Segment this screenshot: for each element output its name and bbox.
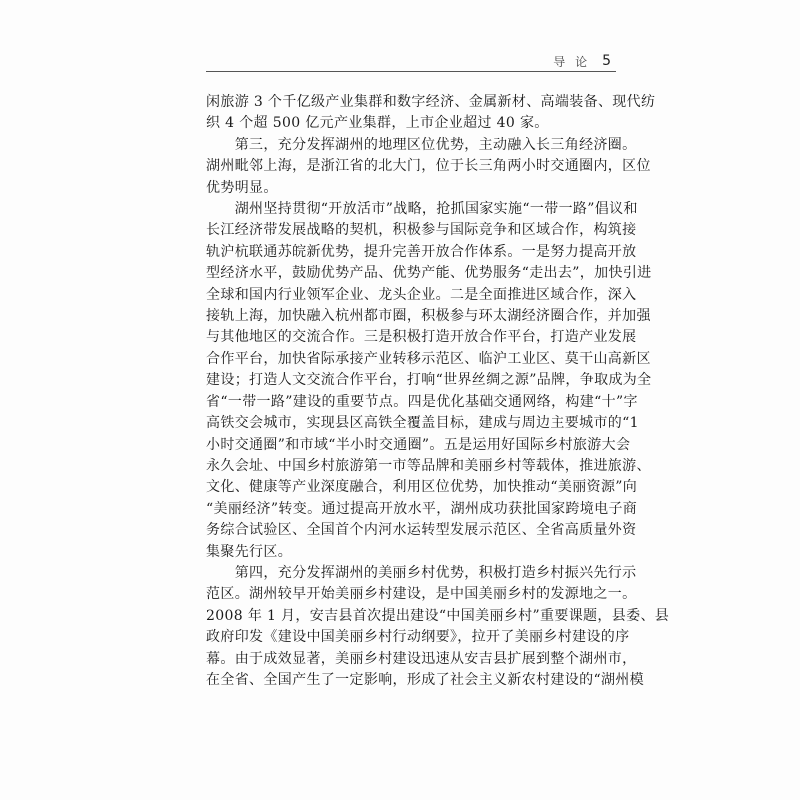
text-line: 合作平台，加快省际承接产业转移示范区、临沪工业区、莫干山高新区 (206, 350, 651, 367)
page-header (553, 51, 611, 71)
text-line: 湖州坚持贯彻“开放活市”战略，抢抓国家实施“一带一路”倡议和 (206, 201, 638, 218)
text-line: 长江经济带发展战略的契机，积极参与国际竞争和区域合作，构筑接 (206, 222, 637, 239)
text-line: 幕。由于成效显著，美丽乡村建设迅速从安吉县扩展到整个湖州市， (206, 650, 637, 667)
text-line: 第四，充分发挥湖州的美丽乡村优势，积极打造乡村振兴先行示 (206, 564, 637, 581)
text-line: 第三，充分发挥湖州的地理区位优势，主动融入长三角经济圈。 (206, 136, 637, 153)
text-line: 建设；打造人文交流合作平台，打响“世界丝绸之源”品牌，争取成为全 (206, 372, 652, 389)
text-line: 小时交通圈”和市域“半小时交通圈”。五是运用好国际乡村旅游大会 (206, 436, 631, 453)
text-line: 优势明显。 (206, 179, 278, 196)
text-line: 政府印发《建设中国美丽乡村行动纲要》，拉开了美丽乡村建设的序 (206, 629, 630, 646)
text-line: 在全省、全国产生了一定影响，形成了社会主义新农村建设的“湖州模 (206, 671, 645, 688)
header-rule (206, 71, 616, 72)
text-line: 全球和国内行业领军企业、龙头企业。二是全面推进区域合作，深入 (206, 286, 637, 303)
text-line: 轨沪杭联通苏皖新优势，提升完善开放合作体系。一是努力提高开放 (206, 243, 637, 260)
running-head: 导 论 (553, 54, 591, 69)
text-line: 与其他地区的交流合作。三是积极打造开放合作平台，打造产业发展 (206, 329, 637, 346)
text-line: 永久会址、中国乡村旅游第一市等品牌和美丽乡村等载体，推进旅游、 (206, 457, 651, 474)
text-line: 接轨上海，加快融入杭州都市圈，积极参与环太湖经济圈合作，并加强 (206, 308, 651, 325)
text-line: 范区。湖州较早开始美丽乡村建设，是中国美丽乡村的发源地之一。 (206, 586, 637, 603)
text-line: 湖州毗邻上海，是浙江省的北大门，位于长三角两小时交通圈内，区位 (206, 158, 651, 175)
text-line: “美丽经济”转变。通过提高开放水平，湖州成功获批国家跨境电子商 (206, 500, 638, 517)
body-text (206, 92, 670, 691)
text-line: 型经济水平，鼓励优势产品、优势产能、优势服务“走出去”，加快引进 (206, 265, 652, 282)
text-line: 2008 年 1 月，安吉县首次提出建设“中国美丽乡村”重要课题，县委、县 (206, 607, 670, 624)
text-line: 务综合试验区、全国首个内河水运转型发展示范区、全省高质量外资 (206, 522, 637, 539)
text-line: 省“一带一路”建设的重要节点。四是优化基础交通网络，构建“十”字 (206, 393, 638, 410)
text-line: 集聚先行区。 (206, 543, 293, 560)
text-line: 织 4 个超 500 亿元产业集群，上市企业超过 40 家。 (206, 115, 549, 132)
page-number: 5 (602, 53, 611, 69)
text-line: 文化、健康等产业深度融合，利用区位优势，加快推动“美丽资源”向 (206, 479, 638, 496)
text-line: 闲旅游 3 个千亿级产业集群和数字经济、金属新材、高端装备、现代纺 (206, 94, 656, 110)
text-line: 高铁交会城市，实现县区高铁全覆盖目标，建成与周边主要城市的“1 (206, 415, 639, 432)
